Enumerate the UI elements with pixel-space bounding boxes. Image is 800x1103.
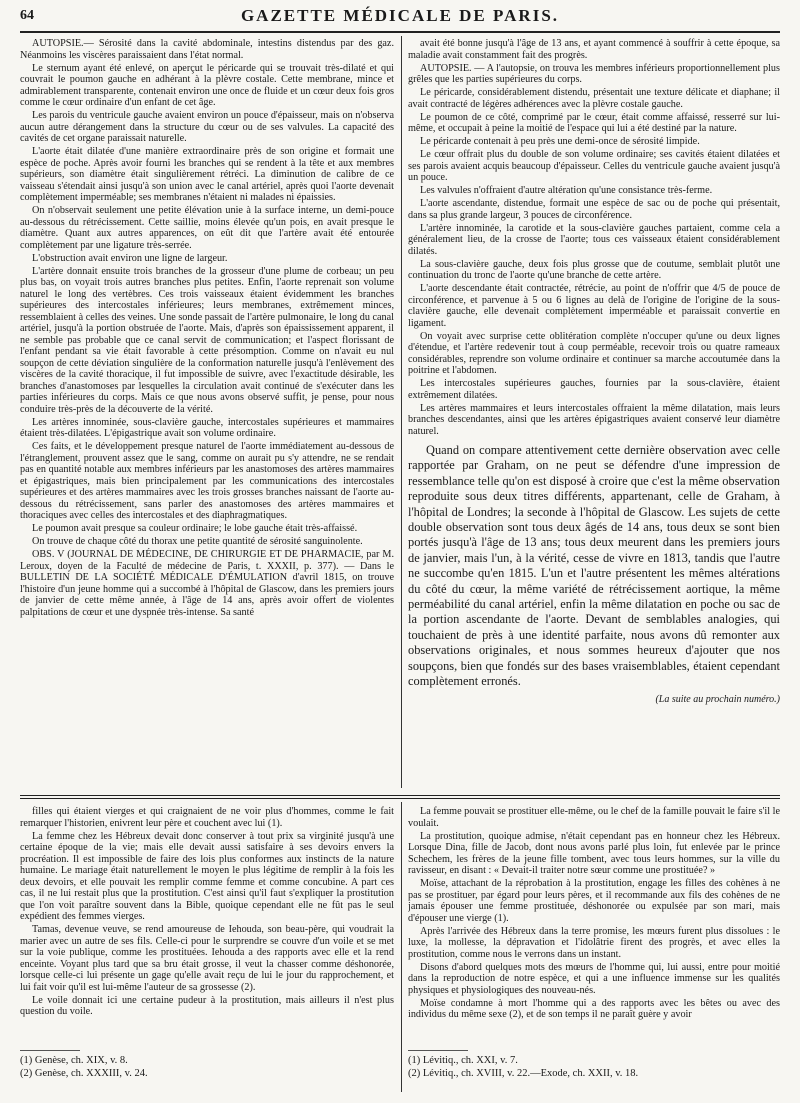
paragraph: L'artère innominée, la carotide et la sous-clavière gauches partaient, comme cela a généralement lieu, de la crosse de l'aorte; tous ces vaisseaux étaient considérablement dilatés. <box>408 222 780 257</box>
paragraph: La sous-clavière gauche, deux fois plus grosse que de coutume, semblait plutôt une continuation du tronc de l'aorte qu'une branche de cette artère. <box>408 258 780 281</box>
paragraph: Moïse, attachant de la réprobation à la prostitution, engage les filles des cohènes à ne pas se prostituer, par égard pour leurs pères, et il recommande aux fils des cohènes de ne jamais épouser une femme prostituée, déshonorée ou expulsée par son mari, mais d'épouser une vierge (1). <box>408 878 780 924</box>
paragraph: Le cœur offrait plus du double de son volume ordinaire; ses cavités étaient dilatées et ses parois avaient acquis beaucoup d'épaisseur. Celles du ventricule gauche avaient jusqu'à un pouce. <box>408 149 780 183</box>
paragraph: La prostitution, quoique admise, n'était cependant pas en honneur chez les Hébreux. Lorsque Dina, fille de Jacob, dont nous avons parlé plus loin, fut enlevée par le prince Schechem, les frères de la jeune fille tombent, avec tous leurs hommes, sur la ville du ravisseur, en disant : « Devait-il traiter notre sœur comme une prostituée? » <box>408 830 780 876</box>
paragraph: Le péricarde, considérablement distendu, présentait une texture délicate et diaphane; il avait contracté de légères adhérences avec la plèvre costale gauche. <box>408 87 780 110</box>
bottom-right-column <box>408 806 780 1046</box>
column-divider-bottom <box>401 802 402 1092</box>
section-separator <box>20 795 780 796</box>
paragraph: Les intercostales supérieures gauches, fournies par la sous-clavière, étaient extrêmement dilatées. <box>408 378 780 401</box>
paragraph: Le voile donnait ici une certaine pudeur à la prostitution, mais ailleurs il n'est plus question du voile. <box>20 994 394 1017</box>
paragraph: Après l'arrivée des Hébreux dans la terre promise, les mœurs furent plus dissolues : le luxe, la mollesse, la dépravation et l'idolâtrie firent des progrès, et avec elles la prostitution, comme nous le verrons dans un instant. <box>408 925 780 960</box>
footnote-rule-left <box>20 1050 80 1051</box>
paragraph: Le poumon de ce côté, comprimé par le cœur, était comme affaissé, resserré sur lui-même, et occupait à peine la moitié de l'espace qui lui a été destiné par la nature. <box>408 111 780 134</box>
page-number: 64 <box>20 8 34 23</box>
paragraph: OBS. V (JOURNAL DE MÉDECINE, DE CHIRURGIE ET DE PHARMACIE, par M. Leroux, doyen de la Faculté de médecine de Paris, t. XXXII, p. 377). — Dans le BULLETIN DE LA SOCIÉTÉ MÉDICALE D'ÉMULATION d'avril 1815, on trouve l'histoire d'un jeune homme qui a succombé à l'hôpital de Glascow, dans les premiers jours de janvier de cette même année, à l'âge de 14 ans, après avoir offert de violentes palpitations de cœur et une dyspnée très-intense. Sa santé <box>20 549 394 618</box>
paragraph: filles qui étaient vierges et qui craignaient de ne voir plus d'hommes, comme le fait remarquer l'historien, enivrent leur père et couchent avec lui (1). <box>20 806 394 829</box>
paragraph: Le péricarde contenait à peu près une demi-once de sérosité limpide. <box>420 136 700 147</box>
top-left-column <box>20 38 394 786</box>
footnote: (2) Genèse, ch. XXXIII, v. 24. <box>20 1068 148 1079</box>
paragraph: Moïse condamne à mort l'homme qui a des rapports avec les bêtes ou avec des individus du même sexe (2), et de son temps il ne paraît guère y avoir <box>408 997 780 1020</box>
paragraph: On trouve de chaque côté du thorax une petite quantité de sérosité sanguinolente. <box>32 536 363 547</box>
paragraph: Les artères mammaires et leurs intercostales offraient la même dilatation, mais leurs branches descendantes, ainsi que les artères épigastriques avaient conservé leur diamètre naturel. <box>408 402 780 437</box>
paragraph: L'aorte ascendante, distendue, formait une espèce de sac ou de poche qui présentait, dans sa plus grande largeur, 3 pouces de circonférence. <box>408 198 780 221</box>
footnote-rule-right <box>408 1050 468 1051</box>
paragraph: AUTOPSIE.— Sérosité dans la cavité abdominale, intestins distendus par des gaz. Néanmoins les viscères paraissaient dans l'état normal. <box>20 38 394 61</box>
paragraph: Les artères innominée, sous-clavière gauche, intercostales supérieures et mammaires étaient très-dilatées. L'épigastrique avait son volume ordinaire. <box>20 416 394 439</box>
autopsy-paragraphs <box>408 38 780 437</box>
paragraph: Tamas, devenue veuve, se rend amoureuse de Iehouda, son beau-père, qui voudrait la marier avec un autre de ses fils. Celle-ci pour le surprendre se couvre d'un voile et se met sur la voie publique, comme les prostituées. Iehouda a des rapports avec elle et la rend enceinte. Voyant plus tard que sa bru était grosse, il veut la chasser comme déshonorée, lorsque celle-ci lui présente un gage qu'elle avait reçu de lui le jour du rapprochement, et lui fait voir qu'il est lui-même l'auteur de sa grossesse (2). <box>20 924 394 993</box>
paragraph: On n'observait seulement une petite élévation unie à la surface interne, un demi-pouce au-dessous du rétrécissement. Cette saillie, moins élevée qu'un pois, en avait presque le diamètre. Quant aux autres apparences, on eût dit que l'artère avait été entourée complètement par une ligature très-serrée. <box>20 205 394 251</box>
paragraph: avait été bonne jusqu'à l'âge de 13 ans, et ayant commencé à souffrir à cette époque, sa maladie avait constamment fait des progrès. <box>408 38 780 61</box>
paragraph: Les parois du ventricule gauche avaient environ un pouce d'épaisseur, mais on n'observa aucun autre dérangement dans la structure du cœur ou de ses valvules. La capacité des cavités de cet organe paraissait naturelle. <box>20 110 394 144</box>
footnote: (1) Lévitiq., ch. XXI, v. 7. <box>408 1055 518 1066</box>
paragraph: Le poumon avait presque sa couleur ordinaire; le lobe gauche était très-affaissé. <box>32 523 358 534</box>
paragraph: L'artère donnait ensuite trois branches de la grosseur d'une plume de corbeau; un peu plus bas, on voyait trois autres branches plus petites. Enfin, l'aorte reprenait son volume naturel le long des vertèbres. Ces trois vaisseaux étaient évidemment les branches supérieures des intercostales inférieures; leurs membranes, extrêmement minces, ressemblaient à celles des veines. Une sonde passait de l'artère pulmonaire, le long du canal artériel, jusqu'à la portion obstruée de l'aorte. Mais, d'après son épaississement apparent, il ne semble pas probable que ce canal servit de communication; et l'aspect florissant de l'enfant pendant sa vie était favorable à cette présomption. Comme on n'avait eu nul soupçon de cette déviation singulière de la conformation naturelle jusqu'à l'enlèvement des viscères de la cavité thoracique, il fut impossible de suivre, avec l'exactitude désirable, les branches d'anastomoses par lesquelles la circulation avait continué de s'exécuter dans les parties inférieures du corps. Mais ce que nous avons observé suffit, je pense, pour nous conduire très-près de la découverte de la vérité. <box>20 265 394 415</box>
paragraph: La femme chez les Hébreux devait donc conserver à tout prix sa virginité jusqu'à une certaine époque de la vie; mais elle devait aussi satisfaire à ses devoirs envers la procréation. Il est impossible de faire des lois plus conformes aux instincts de la nature humaine. Le mariage était naturellement le moyen le plus légitime de remplir à la fois les deux devoirs, et elle pouvait les remplir comme femme et comme concubine. A part ces cas, il ne lui restait plus que la prostitution. C'est ainsi qu'il faut s'expliquer la prostitution que l'on voit paraître souvent dans la Bible, quoique cependant elle ne fût pas le seul expédient des femmes vierges. <box>20 830 394 922</box>
paragraph: L'aorte était dilatée d'une manière extraordinaire près de son origine et formait une espèce de poche. Après avoir fourni les branches qui se rendent à la tête et aux membres supérieurs, son diamètre était singulièrement rétréci. La diminution de calibre de ce vaisseau s'étendait ainsi jusqu'à son union avec le canal artériel, après quoi l'aorte devenait complètement imperméable; ses membranes n'étaient ni malades ni épaissies. <box>20 146 394 203</box>
paragraph: L'aorte descendante était contractée, rétrécie, au point de n'offrir que 4/5 de pouce de circonférence, et parvenue à 5 ou 6 lignes au delà de l'origine de l'origine de la sous-clavière gauche, elle devenait complètement imperméable et paraissait convertie en ligament. <box>408 283 780 329</box>
bottom-left-column <box>20 806 394 1046</box>
paragraph: Les valvules n'offraient d'autre altération qu'une consistance très-ferme. <box>420 185 713 196</box>
continued-note: (La suite au prochain numéro.) <box>655 693 780 705</box>
footnotes-left <box>20 1054 390 1080</box>
footnote: (1) Genèse, ch. XIX, v. 8. <box>20 1055 128 1066</box>
paragraph: Disons d'abord quelques mots des mœurs de l'homme qui, lui aussi, entre pour moitié dans la reproduction de notre espèce, et qui a une influence immense sur les qualités physiques et physiologiques des nouveau-nés. <box>408 961 780 996</box>
paragraph: L'obstruction avait environ une ligne de largeur. <box>32 252 228 264</box>
paragraph: AUTOPSIE. — A l'autopsie, on trouva les membres inférieurs proportionnellement plus grêles que les parties supérieures du corps. <box>408 62 780 85</box>
paragraph: On voyait avec surprise cette oblitération complète n'occuper qu'une ou deux lignes d'étendue, et l'artère redevenir tout à coup perméable, recevoir trois ou quatre rameaux considérables, reprendre son volume ordinaire et continuer sa marche accoutumée dans la poitrine et l'abdomen. <box>408 330 780 376</box>
header-rule <box>20 31 780 33</box>
page-header <box>20 6 780 28</box>
footnote: (2) Lévitiq., ch. XVIII, v. 22.—Exode, ch. XXII, v. 18. <box>408 1068 639 1079</box>
paragraph: La femme pouvait se prostituer elle-même, ou le chef de la famille pouvait le faire s'il le voulait. <box>408 806 780 829</box>
journal-title: GAZETTE MÉDICALE DE PARIS. <box>240 6 560 25</box>
column-divider-top <box>401 36 402 788</box>
footnotes-right <box>408 1054 778 1080</box>
paragraph: Ces faits, et le développement presque naturel de l'aorte immédiatement au-dessous de l'étranglement, prouvent assez que le sang, comme on aurait pu s'y attendre, ne se rendait pas en quantité notable aux membres inférieurs par les anastomoses des artères mammaires et épigastriques, mais bien principalement par les communications des intercostales supérieures et des artères mammaires avec les trois grosses branches naissant de l'aorte au-dessous du rétrécissement, sans parler des anastomoses des artères mammaires et thoraciques avec celles des intercostales et des diaphragmatiques. <box>20 441 394 521</box>
commentary-paragraph: Quand on compare attentivement cette dernière observation avec celle rapportée par Graham, on ne peut se défendre d'une impression de ressemblance telle qu'on est disposé à croire que c'est la même observation reproduite sous deux titres différents, appartenant, celle de Graham, à l'hôpital de Londres; la seconde à l'hôpital de Glascow. Les sujets de cette double observation sont tous deux âgés de 14 ans, tous deux se sont bien portés jusqu'à l'âge de 13 ans; tous deux meurent dans les premiers jours de janvier, mais l'un, à la vérité, cesse de vivre en 1813, tandis que l'autre ne succombe qu'en 1815. L'un et l'autre présentent les mêmes altérations du côté du cœur, la même variété de rétrécissement aortique, la même perméabilité du canal artériel, enfin la même dilatation en poche ou sac de la portion ascendante de l'aorte. Devant de semblables analogies, qui touchaient de près à une identité parfaite, nous avons dû remonter aux observations originales, et nous sommes heureux d'ajouter que nos soupçons, bien que fondés sur des bases vraisemblables, étaient cependant complètement erronés. <box>408 443 780 689</box>
paragraph: Le sternum ayant été enlevé, on aperçut le péricarde qui se trouvait très-dilaté et qui couvrait le poumon gauche en adhérant à la plèvre costale. Cette membrane, mince et admirablement transparente, contenait environ une once de fluide et un cœur deux fois gros comme le cœur ordinaire d'un enfant de cet âge. <box>20 62 394 108</box>
section-separator-double <box>20 798 780 799</box>
top-right-column <box>408 38 780 790</box>
